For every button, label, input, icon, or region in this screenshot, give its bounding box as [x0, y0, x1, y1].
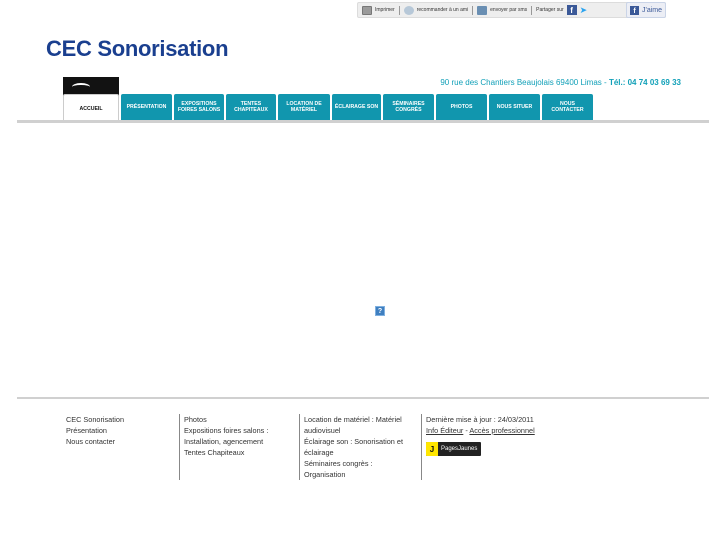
header-divider	[17, 120, 709, 123]
facebook-icon: f	[630, 6, 639, 15]
footer-link[interactable]: Tentes Chapiteaux	[184, 448, 245, 457]
nav-tentes[interactable]: TENTES CHAPITEAUX	[226, 94, 276, 120]
print-label: Imprimer	[375, 7, 395, 13]
recommend-label: recommander à un ami	[416, 7, 469, 13]
print-link[interactable]	[362, 3, 395, 17]
footer-link[interactable]: Présentation	[66, 426, 107, 435]
nav-photos[interactable]: PHOTOS	[436, 94, 487, 120]
printer-icon	[362, 6, 372, 15]
twitter-icon[interactable]: ➤	[579, 4, 588, 15]
recommend-icon	[404, 6, 414, 15]
recommend-link[interactable]	[404, 3, 468, 17]
last-updated: Dernière mise à jour : 24/03/2011	[426, 415, 534, 424]
missing-plugin-icon[interactable]: ?	[375, 306, 385, 316]
footer-link[interactable]: audiovisuel	[304, 426, 341, 435]
nav-eclairage[interactable]: ÉCLAIRAGE SON	[332, 94, 381, 120]
like-label: J'aime	[642, 6, 663, 14]
contact-address	[440, 78, 681, 87]
footer-link[interactable]: Organisation	[304, 470, 346, 479]
footer-col-3	[299, 414, 421, 480]
logo-swoosh-icon	[72, 83, 90, 91]
like-button[interactable]	[626, 2, 666, 18]
link-separator: -	[463, 426, 470, 435]
footer-link[interactable]: Expositions foires salons :	[184, 426, 269, 435]
nav-presentation[interactable]: PRÉSENTATION	[121, 94, 172, 120]
share-group	[536, 3, 587, 17]
footer-link[interactable]: Location de matériel : Matériel	[304, 415, 402, 424]
toolbar-divider	[472, 6, 473, 15]
pagesjaunes-badge[interactable]	[426, 442, 481, 456]
phone-icon	[477, 6, 487, 15]
site-title[interactable]: CEC Sonorisation	[46, 36, 229, 61]
footer-col-1	[66, 414, 179, 480]
editor-links	[426, 425, 553, 436]
share-label: Partager sur	[536, 7, 564, 13]
info-editeur-link[interactable]: Info Éditeur	[426, 426, 464, 435]
nav-location[interactable]: LOCATION DE MATÉRIEL	[278, 94, 330, 120]
toolbar-divider	[531, 6, 532, 15]
address-text: 90 rue des Chantiers Beaujolais 69400 Limas	[440, 78, 602, 87]
toolbar-divider	[399, 6, 400, 15]
pagesjaunes-logo-icon: J	[426, 442, 438, 456]
footer-link[interactable]: Éclairage son : Sonorisation et	[304, 437, 403, 446]
footer-link[interactable]: Photos	[184, 415, 207, 424]
footer-link[interactable]: Installation, agencement	[184, 437, 264, 446]
footer-link[interactable]: Nous contacter	[66, 437, 116, 446]
facebook-icon[interactable]: f	[567, 5, 577, 15]
main-nav	[63, 94, 593, 120]
nav-accueil[interactable]: ACCUEIL	[63, 94, 119, 120]
footer	[66, 414, 561, 480]
footer-link[interactable]: CEC Sonorisation	[66, 415, 124, 424]
footer-col-2	[179, 414, 299, 480]
nav-expositions[interactable]: EXPOSITIONS FOIRES SALONS	[174, 94, 224, 120]
footer-link[interactable]: Séminaires congrès :	[304, 459, 373, 468]
send-sms-link[interactable]	[477, 3, 527, 17]
phone-number: Tél.: 04 74 03 69 33	[608, 78, 681, 87]
send-sms-label: envoyer par sms	[490, 7, 528, 13]
share-toolbar	[357, 2, 666, 18]
nav-seminaires[interactable]: SÉMINAIRES CONGRÈS	[383, 94, 434, 120]
nav-nous-situer[interactable]: NOUS SITUER	[489, 94, 540, 120]
acces-pro-link[interactable]: Accès professionnel	[469, 426, 535, 435]
nav-nous-contacter[interactable]: NOUS CONTACTER	[542, 94, 593, 120]
pagesjaunes-label: PagesJaunes	[441, 445, 478, 452]
footer-link[interactable]: éclairage	[304, 448, 334, 457]
address-separator: -	[604, 78, 607, 87]
footer-divider	[17, 397, 709, 399]
footer-col-4	[421, 414, 561, 480]
